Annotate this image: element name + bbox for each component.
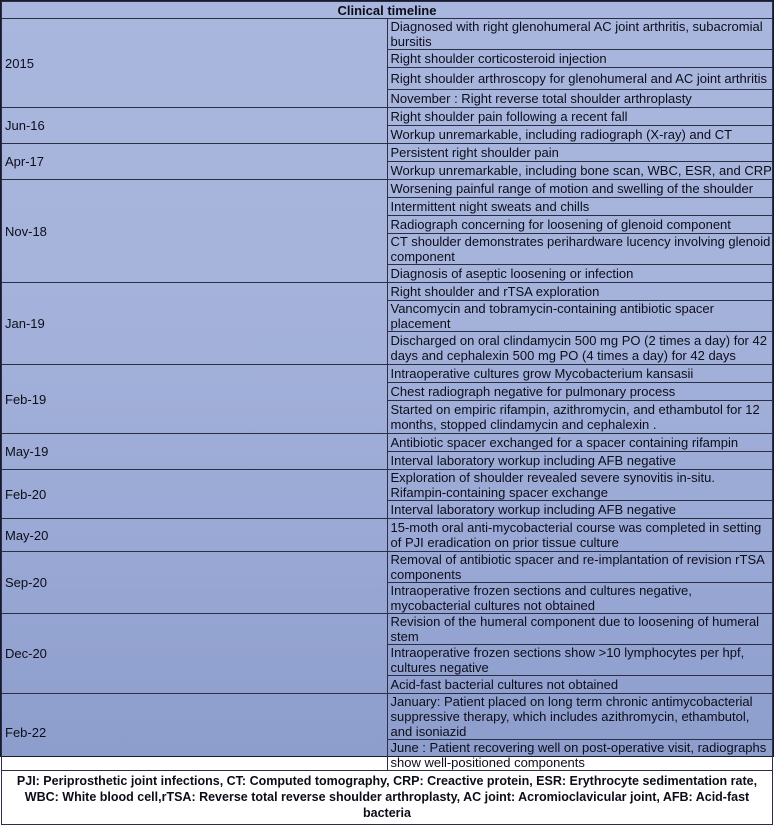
event-cell: Interval laboratory workup including AFB negative — [387, 452, 773, 470]
table-row — [2, 180, 773, 198]
table-row — [2, 108, 773, 126]
event-cell: Right shoulder corticosteroid injection — [387, 50, 773, 68]
event-cell: 15-moth oral anti-mycobacterial course was completed in setting of PJI eradication on prior tissue culture — [387, 519, 773, 552]
event-cell: November : Right reverse total shoulder arthroplasty — [387, 90, 773, 108]
period-2015: 2015 — [2, 19, 388, 108]
period-jun-16: Jun-16 — [2, 108, 388, 144]
event-cell: Acid-fast bacterial cultures not obtained — [387, 676, 773, 694]
table-row — [2, 519, 773, 552]
event-cell: Discharged on oral clindamycin 500 mg PO (2 times a day) for 42 days and cephalexin 500 mg PO (4 times a day) for 42 days — [387, 332, 773, 365]
period-apr-17: Apr-17 — [2, 144, 388, 180]
period-feb-22: Feb-22 — [2, 694, 388, 771]
table-row — [2, 470, 773, 501]
table-footer-row — [2, 771, 773, 825]
event-cell: Intraoperative cultures grow Mycobacterium kansasii — [387, 365, 773, 383]
event-cell: Started on empiric rifampin, azithromycin, and ethambutol for 12 months, stopped clindamycin and cephalexin . — [387, 401, 773, 434]
event-cell: Right shoulder and rTSA exploration — [387, 283, 773, 301]
table-row — [2, 365, 773, 383]
event-cell: Workup unremarkable, including bone scan, WBC, ESR, and CRP — [387, 162, 773, 180]
event-cell: Interval laboratory workup including AFB negative — [387, 501, 773, 519]
event-cell: Intermittent night sweats and chills — [387, 198, 773, 216]
event-cell: Workup unremarkable, including radiograph (X-ray) and CT — [387, 126, 773, 144]
period-feb-19: Feb-19 — [2, 365, 388, 434]
event-cell: January: Patient placed on long term chronic antimycobacterial suppressive therapy, which includes azithromycin, ethambutol, and isoniazid — [387, 694, 773, 740]
event-cell: Exploration of shoulder revealed severe synovitis in-situ. Rifampin-containing spacer exchange — [387, 470, 773, 501]
event-cell: Diagnosed with right glenohumeral AC joint arthritis, subacromial bursitis — [387, 19, 773, 50]
period-nov-18: Nov-18 — [2, 180, 388, 283]
period-dec-20: Dec-20 — [2, 614, 388, 694]
period-may-20: May-20 — [2, 519, 388, 552]
event-cell: Antibiotic spacer exchanged for a spacer containing rifampin — [387, 434, 773, 452]
table-row — [2, 19, 773, 50]
table-row — [2, 552, 773, 583]
event-cell: Right shoulder pain following a recent fall — [387, 108, 773, 126]
table-row — [2, 694, 773, 740]
event-cell: Persistent right shoulder pain — [387, 144, 773, 162]
event-cell: Chest radiograph negative for pulmonary process — [387, 383, 773, 401]
table-row — [2, 283, 773, 301]
event-cell: Worsening painful range of motion and swelling of the shoulder — [387, 180, 773, 198]
event-cell: Intraoperative frozen sections show >10 lymphocytes per hpf, cultures negative — [387, 645, 773, 676]
event-cell: Right shoulder arthroscopy for glenohumeral and AC joint arthritis — [387, 68, 773, 90]
event-cell: Radiograph concerning for loosening of glenoid component — [387, 216, 773, 234]
event-cell: Vancomycin and tobramycin-containing antibiotic spacer placement — [387, 301, 773, 332]
period-sep-20: Sep-20 — [2, 552, 388, 614]
abbreviations-footnote: PJI: Periprosthetic joint infections, CT: Computed tomography, CRP: Creactive protein, ESR: Erythrocyte sedimentation rate, WBC: White blood cell,rTSA: Reverse total reverse shoulder arthroplasty, AC joint: Acromioclavicular joint, AFB: Acid-fast bacteria — [2, 771, 773, 825]
period-feb-20: Feb-20 — [2, 470, 388, 519]
event-cell: CT shoulder demonstrates perihardware lucency involving glenoid component — [387, 234, 773, 265]
event-cell: Diagnosis of aseptic loosening or infection — [387, 265, 773, 283]
table-row — [2, 434, 773, 452]
table-title: Clinical timeline — [2, 2, 773, 19]
event-cell: Revision of the humeral component due to loosening of humeral stem — [387, 614, 773, 645]
clinical-timeline-table — [1, 1, 773, 825]
table-row — [2, 614, 773, 645]
period-may-19: May-19 — [2, 434, 388, 470]
period-jan-19: Jan-19 — [2, 283, 388, 365]
event-cell: Removal of antibiotic spacer and re-implantation of revision rTSA components — [387, 552, 773, 583]
event-cell: June : Patient recovering well on post-operative visit, radiographs show well-positioned components — [387, 740, 773, 771]
event-cell: Intraoperative frozen sections and cultures negative, mycobacterial cultures not obtained — [387, 583, 773, 614]
table-row — [2, 144, 773, 162]
table-header-row — [2, 2, 773, 19]
